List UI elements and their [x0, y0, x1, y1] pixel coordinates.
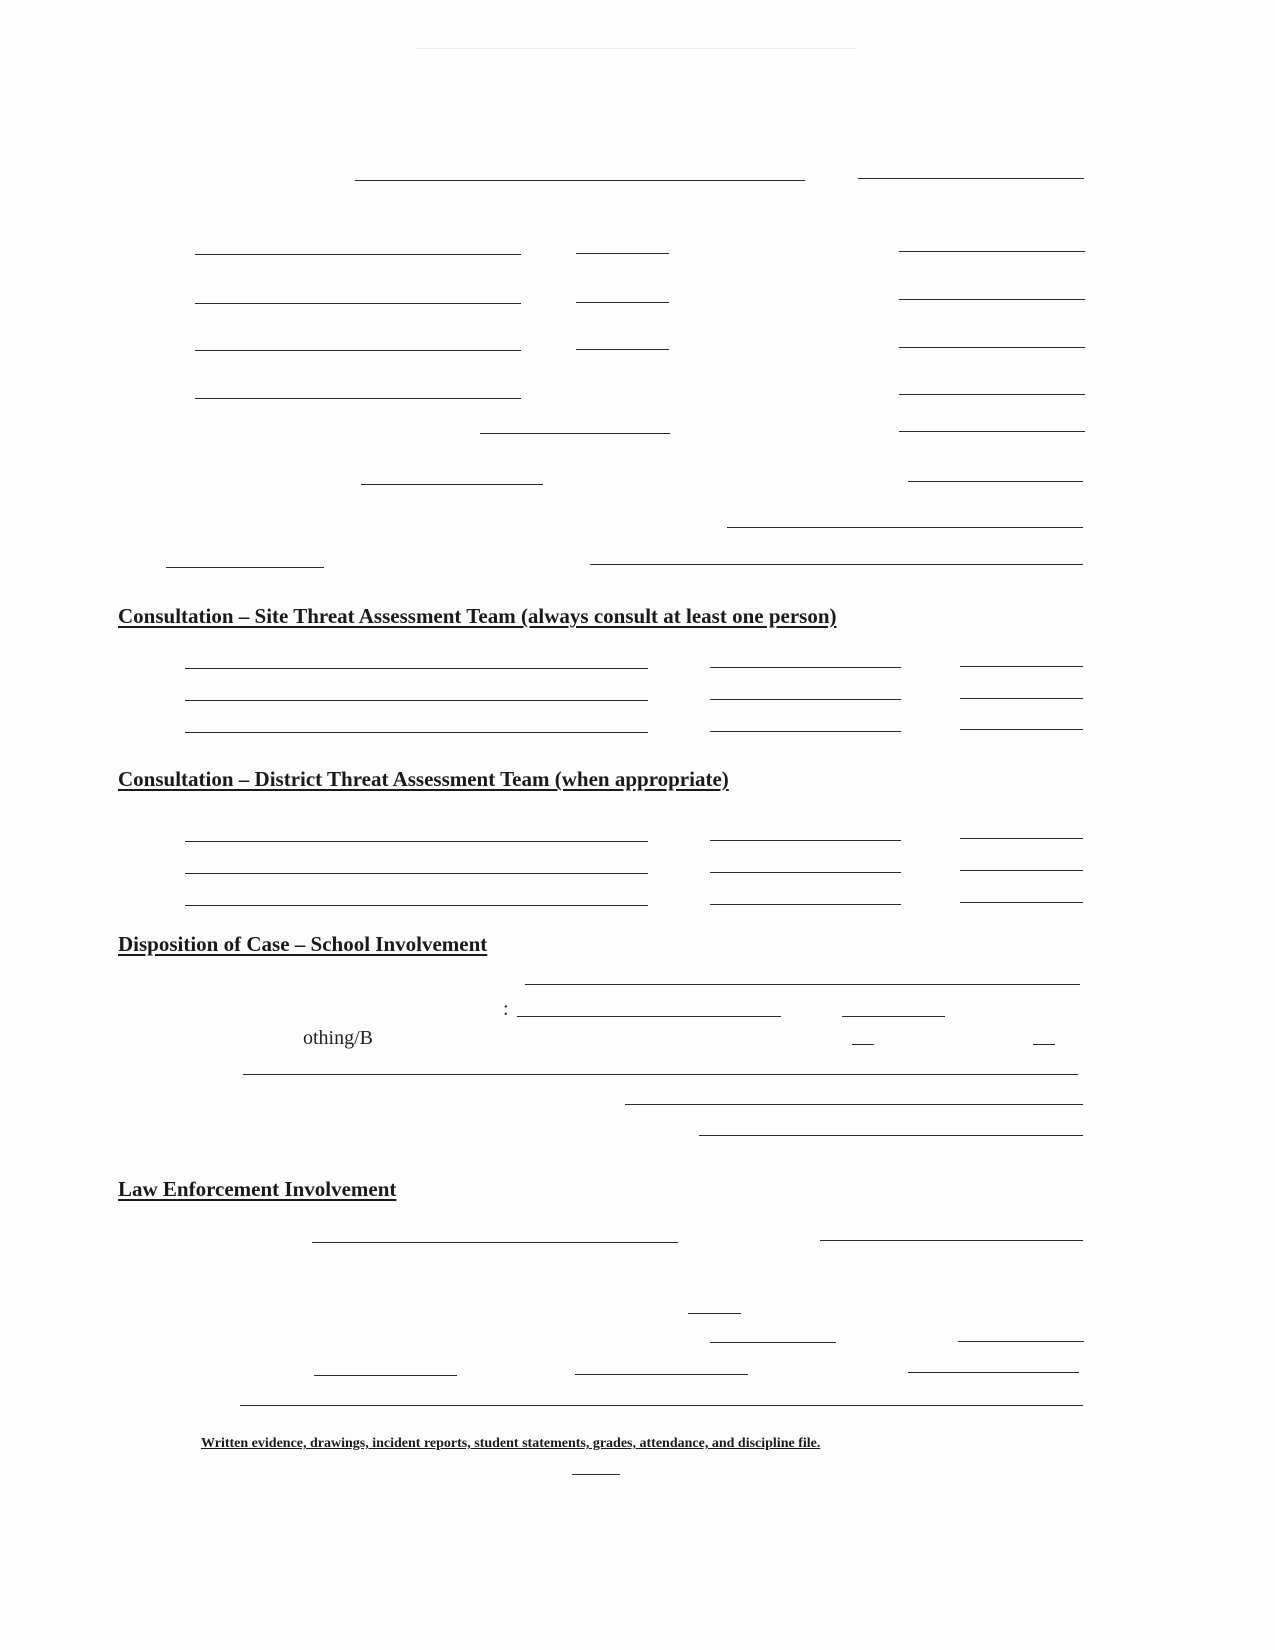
district-team-heading: Consultation – District Threat Assessment Team (when appropriate): [118, 767, 729, 791]
row4-field-c[interactable]: [899, 394, 1085, 395]
law-field-4b[interactable]: [575, 1374, 748, 1375]
site-member1-date[interactable]: [960, 666, 1083, 667]
row1-field-b[interactable]: [576, 253, 669, 254]
footer-short-line[interactable]: [572, 1474, 620, 1475]
disposition-field-2a[interactable]: [517, 1016, 781, 1017]
law-field-4a[interactable]: [314, 1375, 457, 1376]
law-field-1b[interactable]: [820, 1240, 1083, 1241]
clothing-text: othing/B: [303, 1027, 374, 1049]
law-field-5[interactable]: [240, 1405, 1083, 1406]
district-member3-name[interactable]: [185, 905, 648, 906]
row5-field-b[interactable]: [480, 433, 670, 434]
site-member1-role[interactable]: [710, 667, 901, 668]
disposition-dash-1[interactable]: [852, 1044, 874, 1045]
disposition-heading: Disposition of Case – School Involvement: [118, 932, 488, 956]
district-member3-date[interactable]: [960, 902, 1083, 903]
row2-field-b[interactable]: [576, 302, 669, 303]
row5-field-c[interactable]: [899, 431, 1085, 432]
row3-field-a[interactable]: [195, 350, 521, 351]
disposition-field-1[interactable]: [525, 984, 1080, 985]
row7-field-c[interactable]: [727, 527, 1083, 528]
row8-field-a[interactable]: [166, 567, 324, 568]
row2-field-a[interactable]: [195, 303, 521, 304]
law-enforcement-heading: Law Enforcement Involvement: [118, 1177, 397, 1201]
row1-field-a[interactable]: [195, 254, 521, 255]
attachments-note: Written evidence, drawings, incident reports, student statements, grades, attendance, and discipline file.: [201, 1436, 821, 1451]
row6-field-a[interactable]: [361, 484, 543, 485]
district-member1-name[interactable]: [185, 841, 648, 842]
district-member2-role[interactable]: [710, 872, 901, 873]
law-field-2[interactable]: [688, 1313, 741, 1314]
row8-field-b[interactable]: [590, 564, 1083, 565]
row6-field-c[interactable]: [908, 481, 1083, 482]
site-member1-name[interactable]: [185, 668, 648, 669]
colon-mark: :: [503, 998, 509, 1020]
row2-field-c[interactable]: [899, 299, 1085, 300]
district-member1-role[interactable]: [710, 840, 901, 841]
disposition-field-3[interactable]: [243, 1074, 1078, 1075]
disposition-dash-2[interactable]: [1033, 1044, 1055, 1045]
district-member3-role[interactable]: [710, 904, 901, 905]
district-member2-name[interactable]: [185, 873, 648, 874]
disposition-field-2b[interactable]: [842, 1016, 945, 1017]
date-field-line[interactable]: [858, 178, 1084, 179]
site-member3-role[interactable]: [710, 731, 901, 732]
row4-field-a[interactable]: [195, 398, 521, 399]
site-member2-role[interactable]: [710, 699, 901, 700]
site-member2-date[interactable]: [960, 698, 1083, 699]
name-field-line[interactable]: [355, 180, 805, 181]
law-field-3b[interactable]: [958, 1341, 1084, 1342]
site-member2-name[interactable]: [185, 700, 648, 701]
row3-field-c[interactable]: [899, 347, 1085, 348]
site-member3-date[interactable]: [960, 729, 1083, 730]
district-member1-date[interactable]: [960, 838, 1083, 839]
faded-title-mark: [415, 48, 855, 49]
row1-field-c[interactable]: [899, 251, 1085, 252]
disposition-field-5[interactable]: [699, 1135, 1083, 1136]
disposition-field-4[interactable]: [625, 1104, 1083, 1105]
row3-field-b[interactable]: [576, 349, 669, 350]
law-field-3a[interactable]: [710, 1342, 836, 1343]
district-member2-date[interactable]: [960, 870, 1083, 871]
site-team-heading: Consultation – Site Threat Assessment Team (always consult at least one person): [118, 604, 837, 628]
law-field-1a[interactable]: [312, 1242, 678, 1243]
law-field-4c[interactable]: [908, 1372, 1079, 1373]
site-member3-name[interactable]: [185, 732, 648, 733]
